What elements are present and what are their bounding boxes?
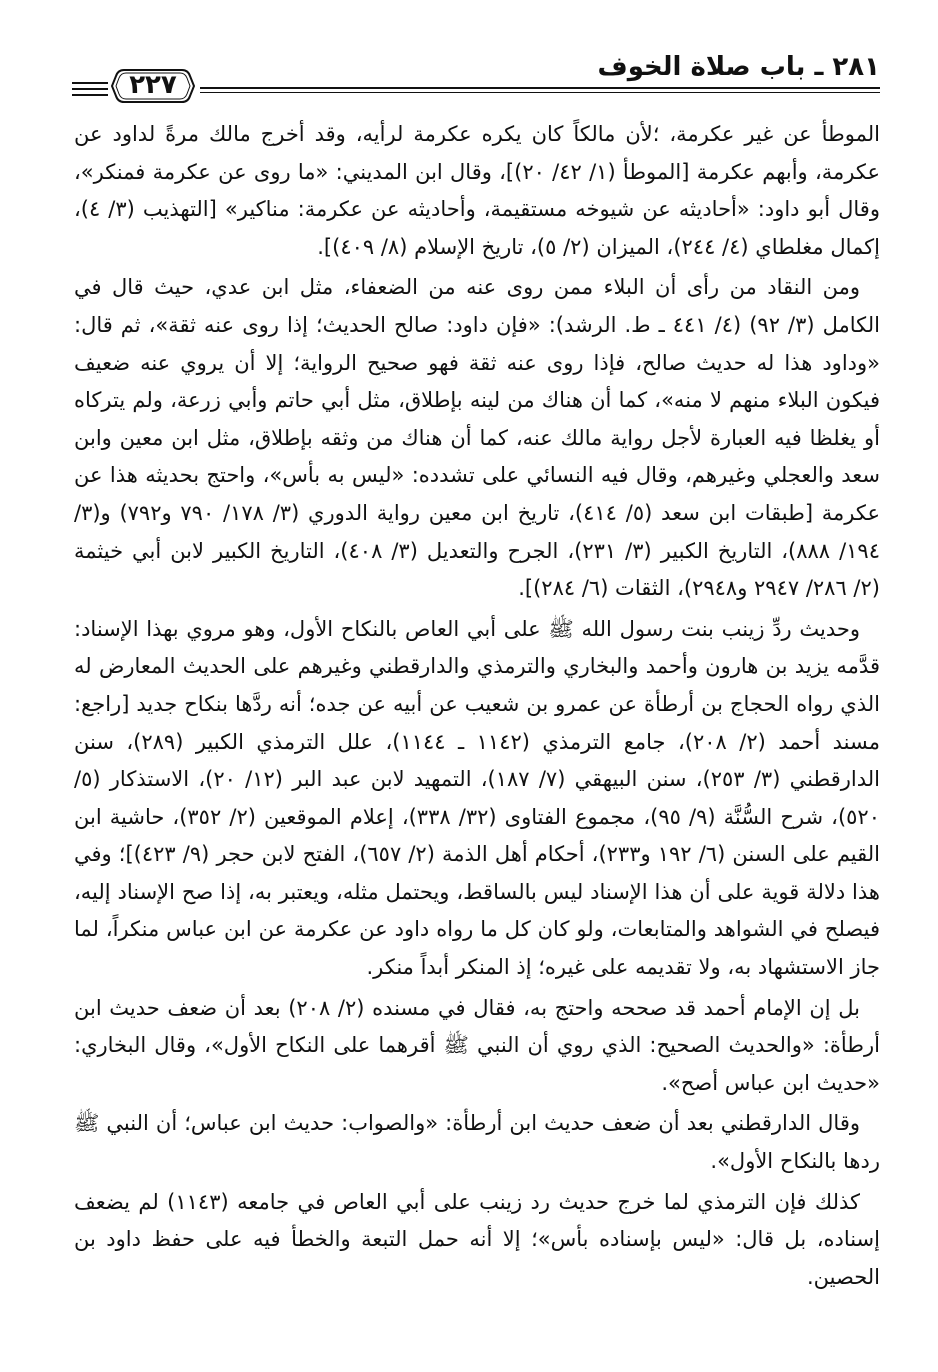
page-body: [74, 116, 880, 1299]
page-number-frame: [110, 68, 196, 104]
paragraph-tirmidhi: كذلك فإن الترمذي لما خرج حديث رد زينب على أبي العاص في جامعه (١١٤٣) لم يضعف إسناده، بل قال: «ليس بإسناده بأس»؛ إلا أنه حمل التبعة والخطأ فيه على حفظ داود بن الحصين.: [74, 1189, 880, 1289]
page-number-rule-bottom: [72, 94, 108, 96]
paragraph-ahmad: بل إن الإمام أحمد قد صححه واحتج به، فقال في مسنده (٢/ ٢٠٨) بعد أن ضعف حديث ابن أرطأة: «والحديث الصحيح: الذي روي أن النبي ﷺ أقرهما على النكاح الأول»، وقال البخاري: «حديث ابن عباس أصح».: [74, 995, 880, 1095]
page-number: ٢٢٧: [129, 70, 177, 100]
paragraph-critics: ومن النقاد من رأى أن البلاء ممن روى عنه من الضعفاء، مثل ابن عدي، حيث قال في الكامل (٣/ ٩٢) (٤/ ٤٤١ ـ ط. الرشد): «فإن داود: صالح الحديث؛ إذا روى عنه ثقة»، ثم قال: «وداود هذا له حديث صالح، فإذا روى عنه ثقة فهو صحيح الرواية؛ إلا أن يروي عنه ضعيف فيكون البلاء منهم لا منه»، كما أن هناك من لينه بإطلاق، مثل أبي حاتم وأبي زرعة، ولم يتركاه أو يغلظا فيه العبارة لأجل رواية مالك عنه، كما أن هناك من وثقه بإطلاق، مثل ابن معين وابن سعد والعجلي وغيرهم، وقال فيه النسائي على تشدده: «ليس به بأس»، واحتج بحديثه هذا عن عكرمة [طبقات ابن سعد (٥/ ٤١٤)، تاريخ ابن معين رواية الدوري (٣/ ١٧٨/ ٧٩٠ و٧٩٢) و(٣/ ١٩٤/ ٨٨٨)، التاريخ الكبير (٣/ ٢٣١)، الجرح والتعديل (٣/ ٤٠٨)، التاريخ الكبير لابن أبي خيثمة (٢/ ٢٨٦/ ٢٩٤٧ و٢٩٤٨)، الثقات (٦/ ٢٨٤)].: [74, 275, 880, 601]
page-number-rule-middle: [72, 88, 108, 90]
paragraph-zaynab-hadith: وحديث ردِّ زينب بنت رسول الله ﷺ على أبي العاص بالنكاح الأول، وهو مروي بهذا الإسناد: قدَّمه يزيد بن هارون وأحمد والبخاري والترمذي والدارقطني وغيرهم على الحديث المعارض له الذي رواه الحجاج بن أرطأة عن عمرو بن شعيب عن أبيه عن جده؛ أنه ردَّها بنكاح جديد [راجع: مسند أحمد (٢/ ٢٠٨)، جامع الترمذي (١١٤٢ ـ ١١٤٤)، علل الترمذي الكبير (٢٨٩)، سنن الدارقطني (٣/ ٢٥٣)، سنن البيهقي (٧/ ١٨٧)، التمهيد لابن عبد البر (١٢/ ٢٠)، الاستذكار (٥/ ٥٢٠)، شرح السُّنَّة (٩/ ٩٥)، مجموع الفتاوى (٣٢/ ٣٣٨)، إعلام الموقعين (٢/ ٣٥٢)، حاشية ابن القيم على السنن (٦/ ١٩٢ و٢٣٣)، أحكام أهل الذمة (٢/ ٦٥٧)، الفتح لابن حجر (٩/ ٤٢٣)]؛ وفي هذا دلالة قوية على أن هذا الإسناد ليس بالساقط، ويحتمل مثله، ويعتبر به، إذا صح الإسناد إليه، فيصلح في الشواهد والمتابعات، ولو كان كل ما رواه داود عن عكرمة عن ابن عباس منكراً، لما جاز الاستشهاد به، ولا تقديمه على غيره؛ إذ المنكر أبداً منكر.: [74, 616, 880, 980]
header-rule-thin: [200, 92, 880, 93]
page-header: [72, 46, 880, 106]
chapter-title: ٢٨١ ـ باب صلاة الخوف: [597, 52, 880, 82]
paragraph-continuation: الموطأ عن غير عكرمة، ؛لأن مالكاً كان يكره عكرمة لرأيه، وقد أخرج مالك مرةً لداود عن عكرمة، وأبهم عكرمة [الموطأ (١/ ٤٢/ ٢٠)]، وقال ابن المديني: «ما روى عن عكرمة فمنكر»، وقال أبو داود: «أحاديثه عن شيوخه مستقيمة، وأحاديثه عن عكرمة: مناكير» [التهذيب (٣/ ٤)، إكمال مغلطاي (٤/ ٢٤٤)، الميزان (٢/ ٥)، تاريخ الإسلام (٨/ ٤٠٩)].: [74, 122, 880, 259]
page-number-rule-top: [72, 82, 108, 84]
header-rule: [200, 87, 880, 89]
paragraph-daraqutni: وقال الدارقطني بعد أن ضعف حديث ابن أرطأة: «والصواب: حديث ابن عباس؛ أن النبي ﷺ ردها بالنكاح الأول».: [74, 1111, 880, 1174]
